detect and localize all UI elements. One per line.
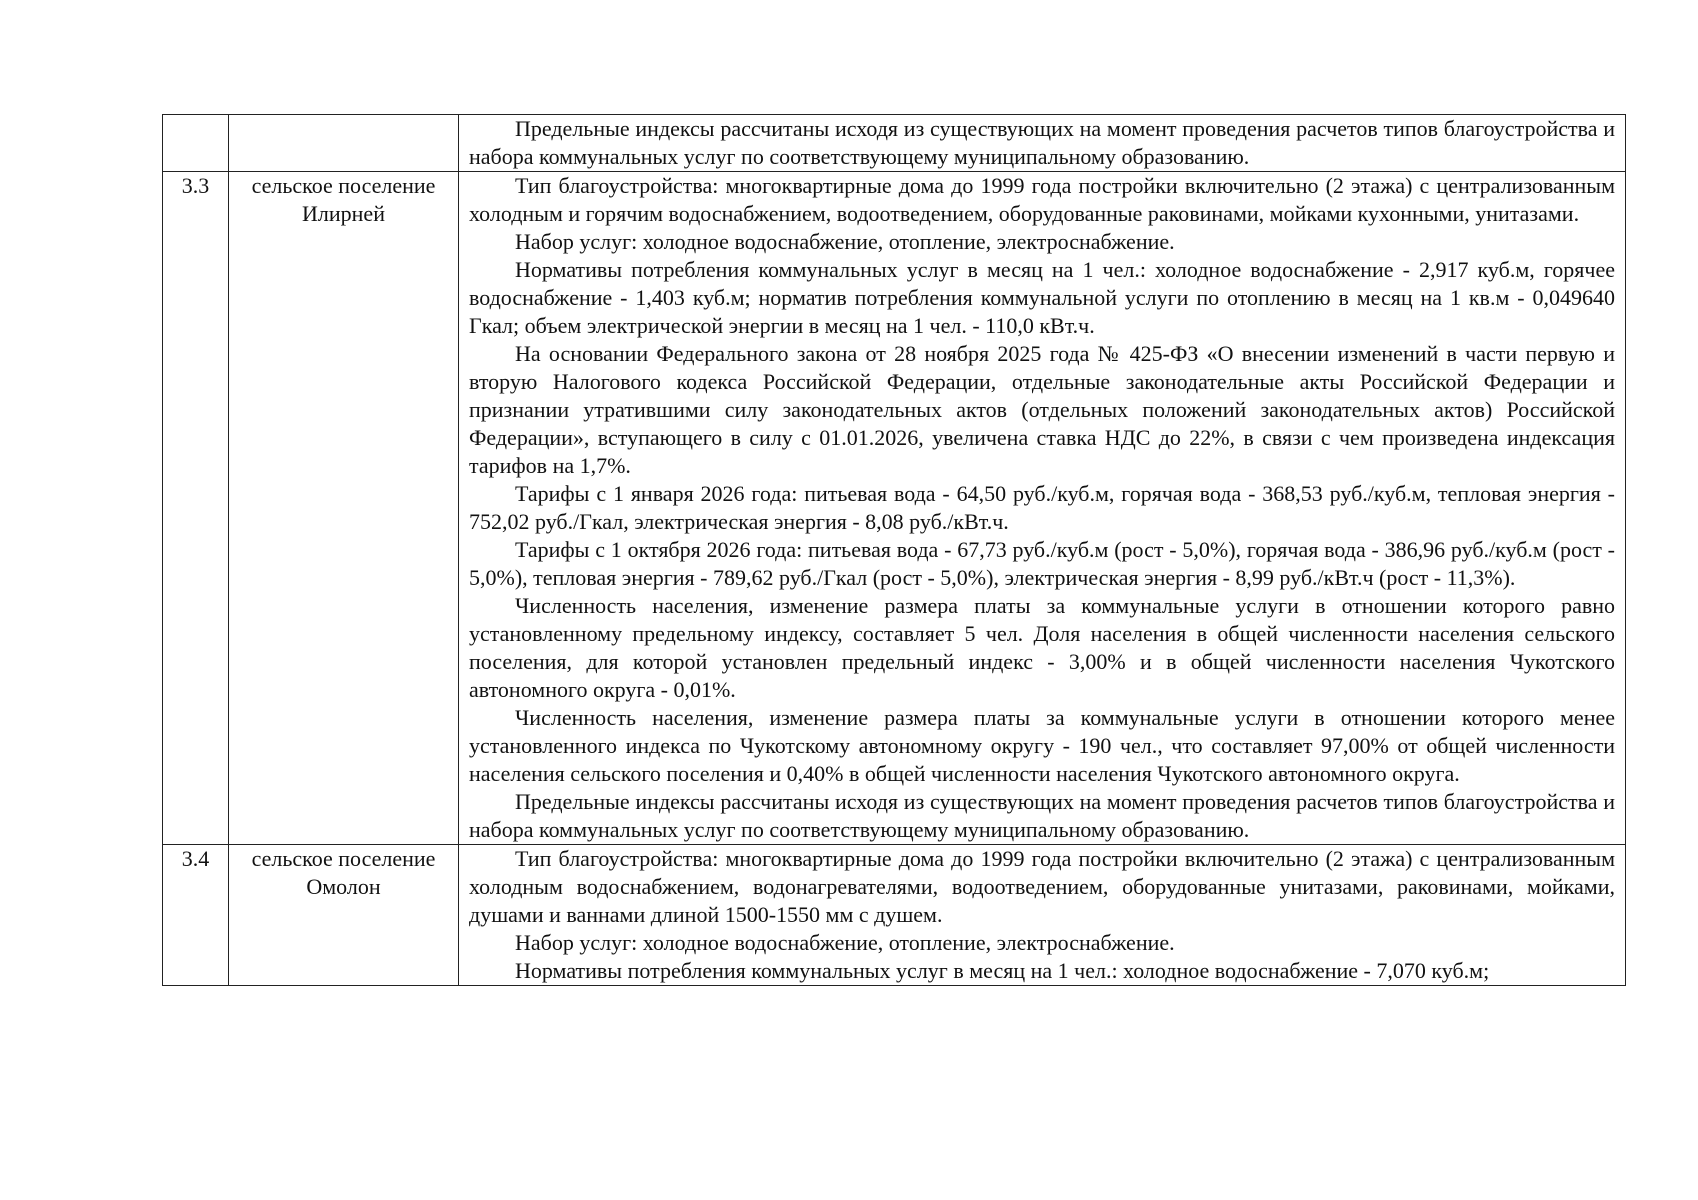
tariff-index-table [162,114,1626,986]
table-row [163,115,1626,172]
paragraph: Тип благоустройства: многоквартирные дома до 1999 года постройки включительно (2 этажа) с централизованным холодным водоснабжением, водонагревателями, водоотведением, оборудованные унитазами, раковинами, мойками, душами и ваннами длиной 1500-1550 мм с душем. [469,846,1615,927]
settlement-name-cell [229,115,459,172]
settlement-name-cell [229,845,459,986]
paragraph: Численность населения, изменение размера платы за коммунальные услуги в отношении которого менее установленного индекса по Чукотскому автономному округу - 190 чел., что составляет 97,00% от общей численности населения сельского поселения и 0,40% в общей численности населения Чукотского автономного округа. [469,705,1615,786]
row-number-cell [163,115,229,172]
settlement-type: сельское поселение [251,173,436,198]
paragraph: Нормативы потребления коммунальных услуг в месяц на 1 чел.: холодное водоснабжение - 2,917 куб.м, горячее водоснабжение - 1,403 куб.м; норматив потребления коммунальной услуги по отоплению в месяц на 1 кв.м - 0,049640 Гкал; объем электрической энергии в месяц на 1 чел. - 110,0 кВт.ч. [469,257,1615,338]
table-row [163,845,1626,986]
paragraph: На основании Федерального закона от 28 ноября 2025 года № 425-ФЗ «О внесении изменений в части первую и вторую Налогового кодекса Российской Федерации, отдельные законодательные акты Российской Федерации и признании утратившими силу законодательных актов (отдельных положений законодательных актов) Российской Федерации», вступающего в силу с 01.01.2026, увеличена ставка НДС до 22%, в связи с чем произведена индексация тарифов на 1,7%. [469,341,1615,478]
description-cell [459,172,1626,845]
paragraph: Тип благоустройства: многоквартирные дома до 1999 года постройки включительно (2 этажа) с централизованным холодным и горячим водоснабжением, водоотведением, оборудованные раковинами, мойками кухонными, унитазами. [469,173,1615,226]
table-row [163,172,1626,845]
paragraph: Предельные индексы рассчитаны исходя из существующих на момент проведения расчетов типов благоустройства и набора коммунальных услуг по соответствующему муниципальному образованию. [469,116,1615,169]
description-cell [459,115,1626,172]
settlement-title: Омолон [306,874,381,899]
settlement-type: сельское поселение [251,846,436,871]
paragraph: Нормативы потребления коммунальных услуг в месяц на 1 чел.: холодное водоснабжение - 7,070 куб.м; [515,958,1490,983]
description-cell [459,845,1626,986]
settlement-title: Илирней [302,201,385,226]
row-number-cell: 3.3 [163,172,229,845]
paragraph: Тарифы с 1 октября 2026 года: питьевая вода - 67,73 руб./куб.м (рост - 5,0%), горячая вода - 386,96 руб./куб.м (рост - 5,0%), тепловая энергия - 789,62 руб./Гкал (рост - 5,0%), электрическая энергия - 8,99 руб./кВт.ч (рост - 11,3%). [469,537,1615,590]
paragraph: Численность населения, изменение размера платы за коммунальные услуги в отношении которого равно установленному предельному индексу, составляет 5 чел. Доля населения в общей численности населения сельского поселения, для которой установлен предельный индекс - 3,00% и в общей численности населения Чукотского автономного округа - 0,01%. [469,593,1615,702]
paragraph: Набор услуг: холодное водоснабжение, отопление, электроснабжение. [515,930,1175,955]
paragraph: Тарифы с 1 января 2026 года: питьевая вода - 64,50 руб./куб.м, горячая вода - 368,53 руб./куб.м, тепловая энергия - 752,02 руб./Гкал, электрическая энергия - 8,08 руб./кВт.ч. [469,481,1615,534]
settlement-name-cell [229,172,459,845]
row-number-cell: 3.4 [163,845,229,986]
paragraph: Набор услуг: холодное водоснабжение, отопление, электроснабжение. [515,229,1175,254]
paragraph: Предельные индексы рассчитаны исходя из существующих на момент проведения расчетов типов благоустройства и набора коммунальных услуг по соответствующему муниципальному образованию. [469,789,1615,842]
